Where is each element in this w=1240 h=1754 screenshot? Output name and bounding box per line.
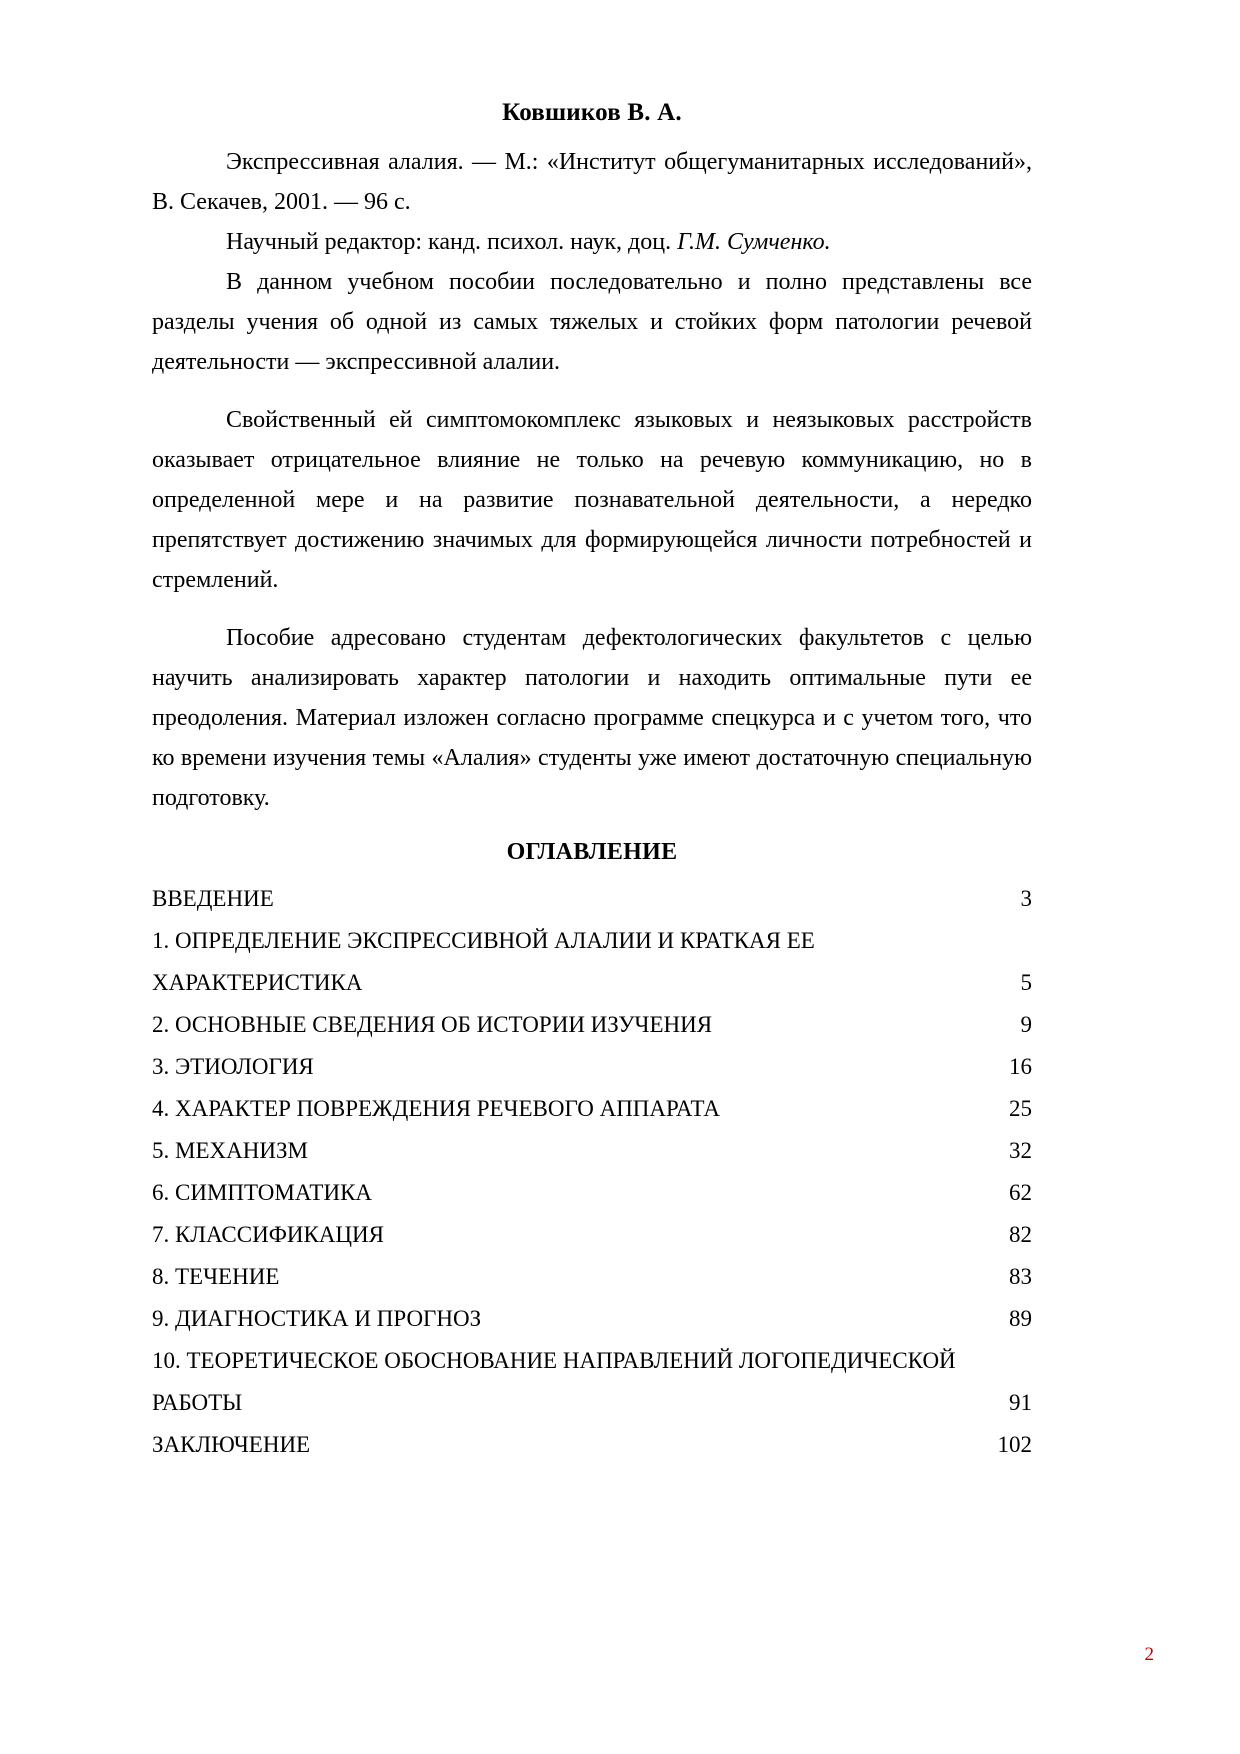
toc-entry-page: 25 (1009, 1095, 1032, 1121)
toc-entry-label: 8. ТЕЧЕНИЕ (152, 1263, 280, 1289)
toc-entry-1-line1[interactable] (152, 920, 1032, 962)
toc-entry-3[interactable] (152, 1046, 1032, 1088)
toc-entry-label: 6. СИМПТОМАТИКА (152, 1179, 373, 1205)
toc-leader-dots (311, 1429, 994, 1452)
toc-entry-10-line1[interactable] (152, 1340, 1032, 1382)
page-content (152, 96, 1032, 1466)
toc-heading: ОГЛАВЛЕНИЕ (506, 838, 678, 865)
toc-entry-4[interactable] (152, 1088, 1032, 1130)
toc-entry-page: 3 (1020, 885, 1032, 911)
toc-entry-6[interactable] (152, 1172, 1032, 1214)
toc-leader-dots (275, 883, 1018, 906)
toc-entry-label: ХАРАКТЕРИСТИКА (152, 969, 363, 995)
toc-entry-page: 32 (1009, 1137, 1032, 1163)
toc-entry-2[interactable] (152, 1004, 1032, 1046)
toc-entry-label: 7. КЛАССИФИКАЦИЯ (152, 1221, 384, 1247)
toc-entry-page: 83 (1009, 1263, 1032, 1289)
toc-entry-label: 10. ТЕОРЕТИЧЕСКОЕ ОБОСНОВАНИЕ НАПРАВЛЕНИЙ ЛОГОПЕДИЧЕСКОЙ (152, 1347, 956, 1373)
toc-leader-dots (713, 1009, 1017, 1032)
toc-entry-page: 5 (1020, 969, 1032, 995)
footer-page-number: 2 (1144, 1644, 1154, 1665)
toc-leader-dots (373, 1177, 1006, 1200)
paragraph-symptoms: Свойственный ей симптомокомплекс языковых и неязыковых расстройств оказывает отрицательное влияние не только на речевую коммуникацию, но в определенной мере и на развитие познавательной деятельности, а нередко препятствует достижению значимых для формирующейся личности потребностей и стремлений. (152, 406, 1032, 593)
table-of-contents (152, 878, 1032, 1466)
paragraph-overview: В данном учебном пособии последовательно и полно представлены все разделы учения об одной из самых тяжелых и стойких форм патологии речевой деятельности — экспрессивной алалии. (152, 268, 1032, 375)
paragraph-imprint: Экспрессивная алалия. — М.: «Институт общегуманитарных исследований», В. Секачев, 2001. — 96 с. (152, 148, 1032, 215)
toc-leader-dots (721, 1093, 1006, 1116)
toc-leader-dots (363, 967, 1017, 990)
toc-entry-page: 16 (1009, 1053, 1032, 1079)
toc-entry-vvedenie[interactable] (152, 878, 1032, 920)
toc-entry-label: 4. ХАРАКТЕР ПОВРЕЖДЕНИЯ РЕЧЕВОГО АППАРАТА (152, 1095, 720, 1121)
editor-name: Г.М. Сумченко. (677, 228, 831, 255)
toc-entry-page: 91 (1009, 1389, 1032, 1415)
toc-entry-page: 82 (1009, 1221, 1032, 1247)
editor-label: Научный редактор: канд. психол. наук, доц. (226, 228, 678, 255)
toc-leader-dots (280, 1261, 1006, 1284)
page-title: Ковшиков В. А. (502, 99, 682, 126)
toc-entry-5[interactable] (152, 1130, 1032, 1172)
toc-entry-zakluchenie[interactable] (152, 1424, 1032, 1466)
toc-entry-label: РАБОТЫ (152, 1389, 243, 1415)
toc-leader-dots (315, 1051, 1006, 1074)
toc-entry-9[interactable] (152, 1298, 1032, 1340)
toc-entry-label: 2. ОСНОВНЫЕ СВЕДЕНИЯ ОБ ИСТОРИИ ИЗУЧЕНИЯ (152, 1011, 713, 1037)
toc-entry-label: ЗАКЛЮЧЕНИЕ (152, 1431, 311, 1457)
paragraph-editor (152, 222, 1032, 262)
toc-entry-7[interactable] (152, 1214, 1032, 1256)
toc-entry-label: 9. ДИАГНОСТИКА И ПРОГНОЗ (152, 1305, 482, 1331)
toc-entry-1-line2[interactable] (152, 962, 1032, 1004)
toc-entry-label: ВВЕДЕНИЕ (152, 885, 274, 911)
toc-entry-8[interactable] (152, 1256, 1032, 1298)
toc-leader-dots (309, 1135, 1006, 1158)
toc-entry-page: 102 (997, 1431, 1032, 1457)
toc-entry-page: 9 (1020, 1011, 1032, 1037)
toc-entry-10-line2[interactable] (152, 1382, 1032, 1424)
toc-entry-page: 89 (1009, 1305, 1032, 1331)
toc-entry-label: 1. ОПРЕДЕЛЕНИЕ ЭКСПРЕССИВНОЙ АЛАЛИИ И КРАТКАЯ ЕЕ (152, 927, 815, 953)
toc-leader-dots (243, 1387, 1006, 1410)
toc-entry-label: 5. МЕХАНИЗМ (152, 1137, 308, 1163)
toc-leader-dots (482, 1303, 1006, 1326)
toc-entry-page: 62 (1009, 1179, 1032, 1205)
toc-entry-label: 3. ЭТИОЛОГИЯ (152, 1053, 314, 1079)
paragraph-audience: Пособие адресовано студентам дефектологических факультетов с целью научить анализировать характер патологии и находить оптимальные пути ее преодоления. Материал изложен согласно программе спецкурса и с учетом того, что ко времени изучения темы «Алалия» студенты уже имеют достаточную специальную подготовку. (152, 624, 1032, 811)
toc-leader-dots (385, 1219, 1006, 1242)
